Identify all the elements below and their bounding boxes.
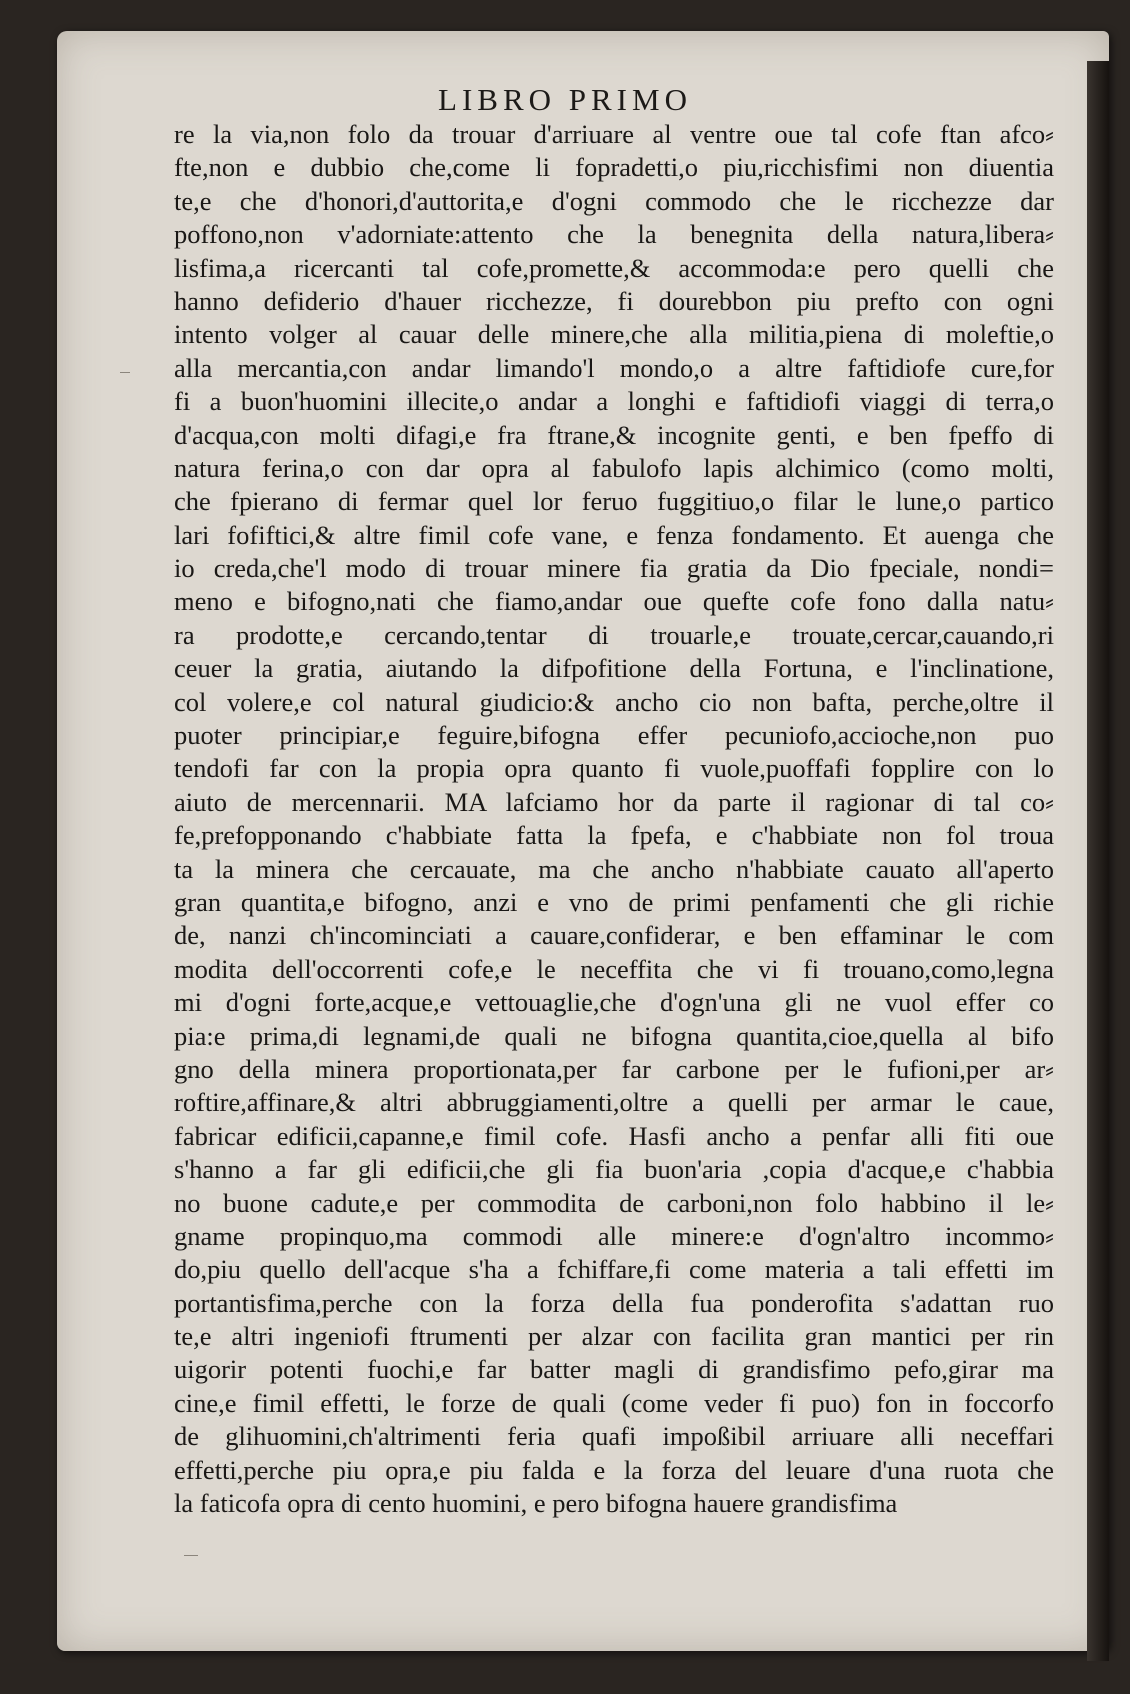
text-line: gran quantita,e bifogno, anzi e vno de primi penfamenti che gli richie	[174, 886, 1054, 917]
page-edge-shadow	[1087, 61, 1109, 1661]
text-line: portantisfima,perche con la forza della fua ponderofita s'adattan ruo	[174, 1287, 1054, 1318]
text-line: lisfima,a ricercanti tal cofe,promette,& accommoda:e pero quelli che	[174, 252, 1054, 283]
text-line: d'acqua,con molti difagi,e fra ftrane,& incognite genti, e ben fpeffo di	[174, 419, 1054, 450]
text-line: la faticofa opra di cento huomini, e pero bifogna hauere grandisfima	[174, 1488, 898, 1519]
text-line: meno e bifogno,nati che fiamo,andar oue quefte cofe fono dalla natu⸗	[174, 586, 1054, 617]
text-line: pia:e prima,di legnami,de quali ne bifogna quantita,cioe,quella al bifo	[174, 1020, 1054, 1051]
text-line: ceuer la gratia, aiutando la difpofitione della Fortuna, e l'inclinatione,	[174, 653, 1054, 684]
text-line: col volere,e col natural giudicio:& ancho cio non bafta, perche,oltre il	[174, 686, 1054, 717]
text-line: fabricar edificii,capanne,e fimil cofe. Hasfi ancho a penfar alli fiti oue	[174, 1120, 1054, 1151]
text-line: fe,prefopponando c'habbiate fatta la fpefa, e c'habbiate non fol troua	[174, 820, 1054, 851]
text-line: ta la minera che cercauate, ma che ancho n'habbiate cauato all'aperto	[174, 853, 1054, 884]
text-line: gno della minera proportionata,per far carbone per le fufioni,per ar⸗	[174, 1053, 1054, 1084]
text-line: puoter principiar,e feguire,bifogna effer pecuniofo,accioche,non puo	[174, 720, 1054, 751]
text-line: roftire,affinare,& altri abbruggiamenti,oltre a quelli per armar le caue,	[174, 1087, 1054, 1118]
text-line: gname propinquo,ma commodi alle minere:e d'ogn'altro incommo⸗	[174, 1220, 1054, 1251]
text-line: tendofi far con la propia opra quanto fi vuole,puoffafi fopplire con lo	[174, 753, 1054, 784]
text-line: cine,e fimil effetti, le forze de quali (come veder fi puo) fon in foccorfo	[174, 1387, 1054, 1418]
text-line: fi a buon'huomini illecite,o andar a longhi e faftidiofi viaggi di terra,o	[174, 386, 1054, 417]
text-line: te,e che d'honori,d'auttorita,e d'ogni commodo che le ricchezze dar	[174, 185, 1054, 216]
running-header: LIBRO PRIMO	[438, 82, 692, 117]
text-line: alla mercantia,con andar limando'l mondo,o a altre faftidiofe cure,for	[174, 352, 1054, 383]
text-line: effetti,perche piu opra,e piu falda e la forza del leuare d'una ruota che	[174, 1454, 1054, 1485]
text-line: s'hanno a far gli edificii,che gli fia buon'aria ,copia d'acque,e c'habbia	[174, 1154, 1054, 1185]
text-line: io creda,che'l modo di trouar minere fia gratia da Dio fpeciale, nondi=	[174, 553, 1054, 584]
text-line: lari fofiftici,& altre fimil cofe vane, e fenza fondamento. Et auenga che	[174, 519, 1054, 550]
text-line: intento volger al cauar delle minere,che alla militia,piena di moleftie,o	[174, 319, 1054, 350]
text-line: uigorir potenti fuochi,e far batter magli di grandisfimo pefo,girar ma	[174, 1354, 1054, 1385]
text-line: fte,non e dubbio che,come li fopradetti,o piu,ricchisfimi non diuentia	[174, 152, 1054, 183]
text-line: modita dell'occorrenti cofe,e le neceffita che vi fi trouano,como,legna	[174, 953, 1054, 984]
page-body-text	[174, 118, 1054, 1520]
text-line: aiuto de mercennarii. MA lafciamo hor da parte il ragionar di tal co⸗	[174, 786, 1054, 817]
text-line: do,piu quello dell'acque s'ha a fchiffare,fi come materia a tali effetti im	[174, 1254, 1054, 1285]
text-line: re la via,non folo da trouar d'arriuare al ventre oue tal cofe ftan afco⸗	[174, 119, 1054, 149]
text-line: mi d'ogni forte,acque,e vettouaglie,che d'ogn'una gli ne vuol effer co	[174, 987, 1054, 1018]
text-line: hanno defiderio d'hauer ricchezze, fi dourebbon piu prefto con ogni	[174, 285, 1054, 316]
text-line: te,e altri ingeniofi ftrumenti per alzar con facilita gran mantici per rin	[174, 1321, 1054, 1352]
text-line: de glihuomini,ch'altrimenti feria quafi impoßibil arriuare alli neceffari	[174, 1421, 1054, 1452]
text-line: poffono,non v'adorniate:attento che la benegnita della natura,libera⸗	[174, 219, 1054, 250]
margin-mark	[120, 372, 130, 373]
text-line: no buone cadute,e per commodita de carboni,non folo habbino il le⸗	[174, 1187, 1054, 1218]
margin-mark	[184, 1555, 198, 1556]
text-line: natura ferina,o con dar opra al fabulofo lapis alchimico (como molti,	[174, 452, 1054, 483]
text-line: de, nanzi ch'incominciati a cauare,confiderar, e ben effaminar le com	[174, 920, 1054, 951]
text-line: ra prodotte,e cercando,tentar di trouarle,e trouate,cercar,cauando,ri	[174, 619, 1054, 650]
text-line: che fpierano di fermar quel lor feruo fuggitiuo,o filar le lune,o partico	[174, 486, 1054, 517]
